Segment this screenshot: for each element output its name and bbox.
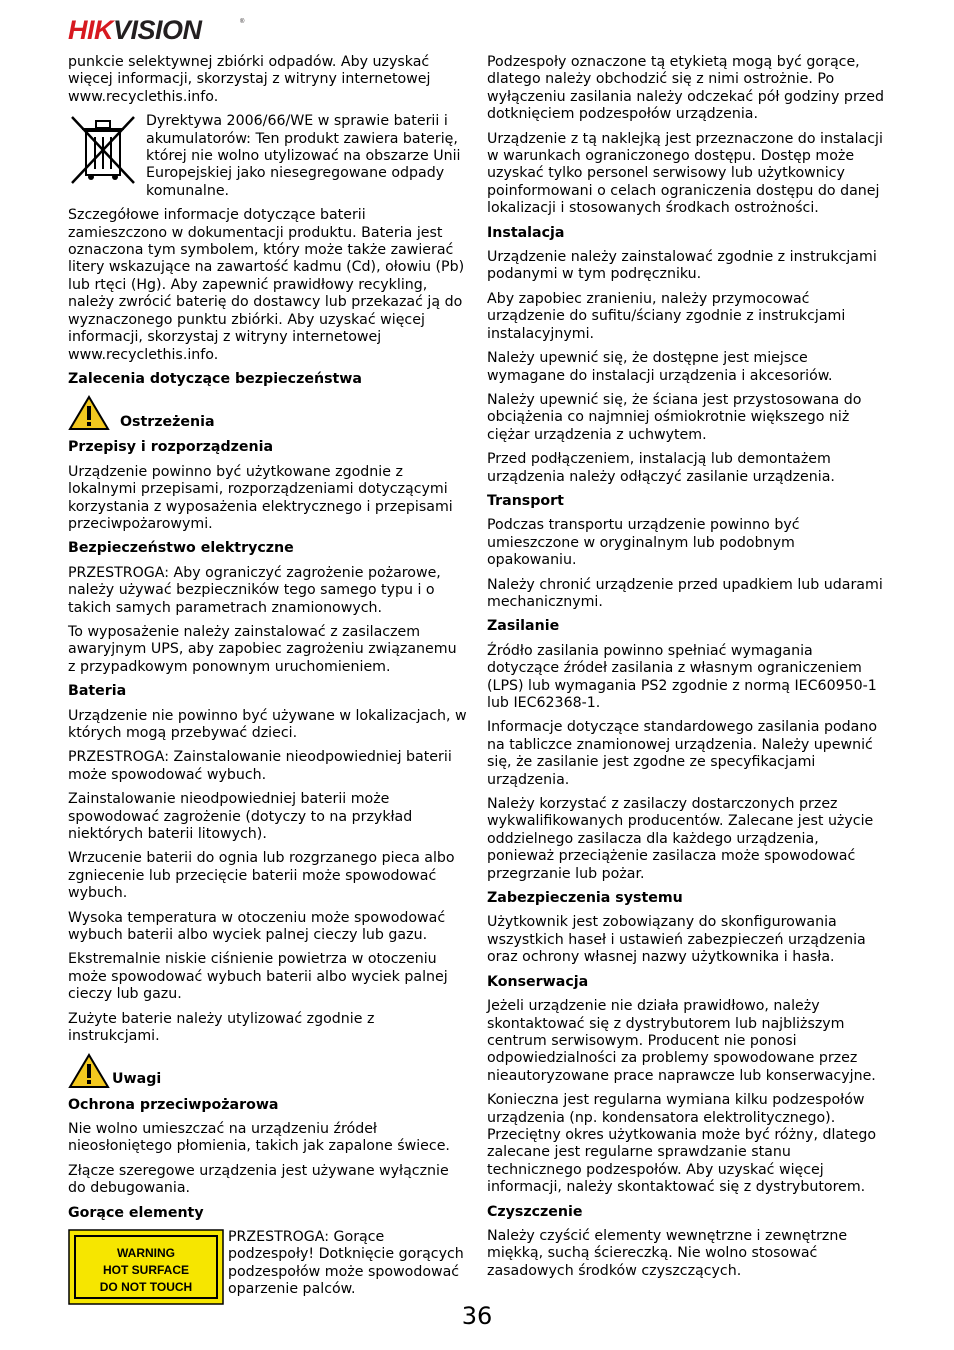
paragraph: Przed podłączeniem, instalacją lub demontażem urządzenia należy odłączyć zasilanie urządzenia.	[487, 451, 835, 485]
warning-triangle-icon	[68, 1053, 110, 1089]
right-column	[487, 54, 887, 1287]
battery-directive-block	[68, 113, 468, 207]
paragraph: Należy upewnić się, że dostępne jest miejsce wymagane do instalacji urządzenia i akcesoriów.	[487, 350, 833, 384]
paragraph: Urządzenie należy zainstalować zgodnie z instrukcjami podanymi w tym podręczniku.	[487, 249, 877, 283]
battery-directive-text: Dyrektywa 2006/66/WE w sprawie baterii i akumulatorów: Ten produkt zawiera baterię, której nie wolno utylizować na obszarze Unii Europejskiej jako niesegregowane odpady komunalne.	[146, 113, 461, 199]
paragraph: Konieczna jest regularna wymiana kilku podzespołów urządzenia (np. kondensatora elektrolitycznego). Przeciętny okres użytkowania może być różny, dlatego zalecane jest regularne sprawdzanie stanu technicznego podzespołów. Aby uzyskać więcej informacji, należy skontaktować się z dystrybutorem.	[487, 1092, 877, 1196]
section-heading-safety: Zalecenia dotyczące bezpieczeństwa	[68, 370, 362, 387]
paragraph: Ekstremalnie niskie ciśnienie powietrza w otoczeniu może spowodować wybuch baterii albo wyciek palnej cieczy lub gazu.	[68, 951, 448, 1003]
hot-sign-line-1: WARNING	[117, 1245, 175, 1260]
paragraph: Urządzenie z tą naklejką jest przeznaczone do instalacji w warunkach ograniczonego dostępu. Dostęp może uzyskać tylko personel serwisowy lub użytkownicy poinformowani o celach ograniczenia dostępu do danej lokalizacji i stosowanych środkach ostrożności.	[487, 130, 883, 217]
paragraph: Wrzucenie baterii do ognia lub rozgrzanego pieca albo zgniecenie lub przecięcie baterii może spowodować wybuch.	[68, 850, 455, 902]
paragraph: PRZESTROGA: Zainstalowanie nieodpowiedniej baterii może spowodować wybuch.	[68, 749, 452, 783]
heading-installation: Instalacja	[487, 224, 565, 241]
heading-system-security: Zabezpieczenia systemu	[487, 890, 683, 907]
paragraph: Szczegółowe informacje dotyczące baterii zamieszczono w dokumentacji produktu. Bateria jest oznaczona tym symbolem, który może także zawierać litery wskazujące na zawartość kadmu (Cd), ołowiu (Pb) lub rtęci (Hg). Aby zapewnić prawidłowy recykling, należy zwrócić baterię do dostawcy lub przekazać ją do wyznaczonego punktu zbiórki. Aby uzyskać więcej informacji, skorzystaj z witryny internetowej www.recyclethis.info.	[68, 207, 465, 363]
paragraph: Podczas transportu urządzenie powinno być umieszczone w oryginalnym lub podobnym opakowaniu.	[487, 517, 800, 569]
paragraph: Aby zapobiec zranieniu, należy przymocować urządzenie do sufitu/ściany zgodnie z instrukcjami instalacyjnymi.	[487, 290, 846, 342]
heading-cleaning: Czyszczenie	[487, 1203, 583, 1220]
paragraph: Informacje dotyczące standardowego zasilania podano na tabliczce znamionowej urządzenia. Należy upewnić się, że zasilanie jest zgodne ze specyfikacjami urządzenia.	[487, 719, 877, 788]
heading-laws: Przepisy i rozporządzenia	[68, 439, 274, 456]
heading-fire-protection: Ochrona przeciwpożarowa	[68, 1096, 279, 1113]
paragraph: To wyposażenie należy zainstalować z zasilaczem awaryjnym UPS, aby zapobiec zagrożeniu związanemu z przypadkowym ponownym uruchomieniem.	[68, 623, 457, 675]
hot-sign-line-3: DO NOT TOUCH	[99, 1279, 193, 1294]
paragraph: Jeżeli urządzenie nie działa prawidłowo, należy skontaktować się z dystrybutorem lub najbliższym centrum serwisowym. Producent nie ponosi odpowiedzialności za problemy spowodowane przez nieautoryzowane prace naprawcze lub konserwacyjne.	[487, 998, 876, 1084]
hot-surface-text: PRZESTROGA: Gorące podzespoły! Dotknięcie gorących podzespołów może spowodować oparzenie palców.	[228, 1228, 464, 1298]
paragraph: Zużyte baterie należy utylizować zgodnie z instrukcjami.	[68, 1010, 375, 1045]
left-column	[68, 54, 468, 1306]
page-number: 36	[461, 1302, 493, 1330]
paragraph: punkcie selektywnej zbiórki odpadów. Aby uzyskać więcej informacji, skorzystaj z witryny internetowej www.recyclethis.info.	[68, 54, 431, 105]
warning-triangle-icon	[68, 395, 110, 431]
paragraph: Podzespoły oznaczone tą etykietą mogą być gorące, dlatego należy obchodzić się z nimi ostrożnie. Po wyłączeniu zasilania należy odczekać pół godziny przed dotknięciem podzespołów urządzenia.	[487, 54, 884, 123]
heading-battery: Bateria	[68, 683, 127, 700]
svg-text:®: ®	[240, 19, 245, 25]
paragraph: PRZESTROGA: Aby ograniczyć zagrożenie pożarowe, należy używać bezpieczników tego samego typu i o takich samych parametrach znamionowych.	[68, 564, 441, 616]
paragraph: Należy czyścić elementy wewnętrzne i zewnętrzne miękką, suchą ściereczką. Nie wolno stosować zasadowych środków czyszczących.	[487, 1227, 848, 1279]
notes-heading: Uwagi	[112, 1071, 162, 1088]
paragraph: Nie wolno umieszczać na urządzeniu źródeł nieosłoniętego płomienia, takich jak zapalone świece.	[68, 1120, 450, 1155]
paragraph: Wysoka temperatura w otoczeniu może spowodować wybuch baterii albo wyciek palnej cieczy lub gazu.	[68, 909, 446, 944]
heading-transport: Transport	[487, 492, 564, 509]
paragraph: Urządzenie powinno być użytkowane zgodnie z lokalnymi przepisami, rozporządzeniami dotyczącymi korzystania z wyposażenia elektrycznego i przepisami przeciwpożarowymi.	[68, 463, 453, 532]
paragraph: Użytkownik jest zobowiązany do skonfigurowania wszystkich haseł i ustawień zabezpieczeń urządzenia oraz ochrony własnej nazwy użytkownika i hasła.	[487, 914, 866, 966]
hot-surface-block	[68, 1229, 468, 1306]
paragraph: Należy korzystać z zasilaczy dostarczonych przez wykwalifikowanych producentów. Zalecane jest użycie oddzielnego zasilacza dla każdego urządzenia, ponieważ przeciążenie zasilacza może spowodować przegrzanie lub pożar.	[487, 796, 874, 882]
paragraph: Należy chronić urządzenie przed upadkiem lub udarami mechanicznymi.	[487, 576, 883, 610]
svg-text:HIKVISION: HIKVISION	[68, 15, 202, 44]
notes-heading-row	[68, 1053, 468, 1089]
warnings-heading-row	[68, 395, 468, 431]
heading-maintenance: Konserwacja	[487, 973, 589, 990]
hot-surface-warning-sign	[68, 1229, 226, 1305]
heading-electric-safety: Bezpieczeństwo elektryczne	[68, 540, 294, 557]
paragraph: Zainstalowanie nieodpowiedniej baterii może spowodować zagrożenie (dotyczy to na przykład niektórych baterii litowych).	[68, 791, 413, 843]
paragraph: Należy upewnić się, że ściana jest przystosowana do obciążenia co najmniej ośmiokrotnie większego niż ciężar urządzenia z uchwytem.	[487, 391, 862, 443]
hot-sign-line-2: HOT SURFACE	[102, 1262, 190, 1277]
crossed-out-bin-icon	[68, 113, 138, 185]
hikvision-logo	[68, 14, 248, 44]
paragraph: Złącze szeregowe urządzenia jest używane wyłącznie do debugowania.	[68, 1162, 449, 1197]
paragraph: Urządzenie nie powinno być używane w lokalizacjach, w których mogą przebywać dzieci.	[68, 707, 467, 741]
heading-power: Zasilanie	[487, 618, 560, 635]
warnings-heading: Ostrzeżenia	[120, 413, 215, 430]
paragraph: Źródło zasilania powinno spełniać wymagania dotyczące źródeł zasilania z własnym ograniczeniem (LPS) lub wymagania PS2 zgodnie z normą IEC60950-1 lub IEC62368-1.	[487, 642, 877, 711]
heading-hot-elements: Gorące elementy	[68, 1204, 204, 1221]
